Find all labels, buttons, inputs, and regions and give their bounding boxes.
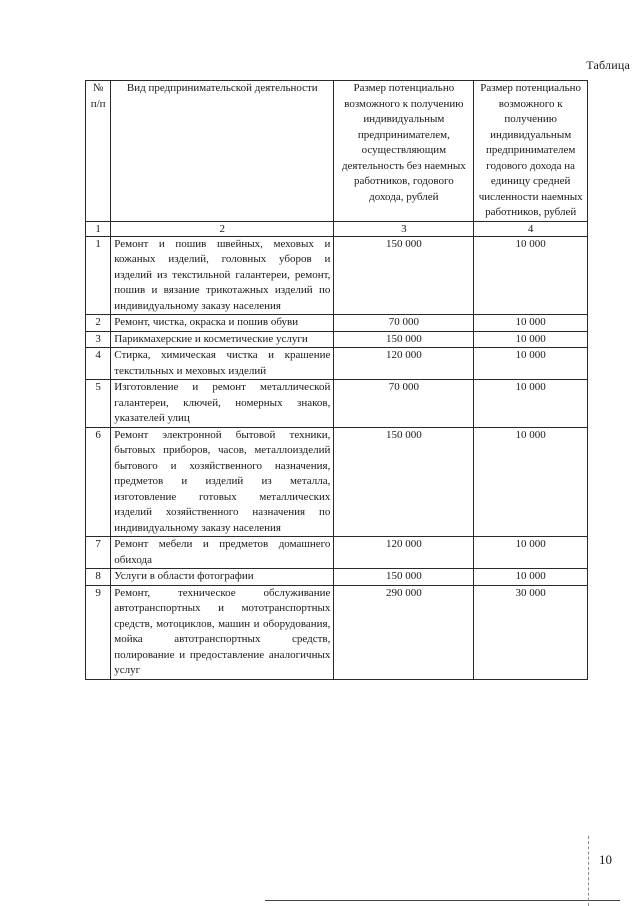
- income-table: [85, 80, 588, 680]
- row-value-col3: 150 000: [334, 236, 474, 315]
- index-cell: 4: [474, 221, 588, 236]
- row-value-col3: 70 000: [334, 380, 474, 428]
- header-num: № п/п: [86, 81, 111, 222]
- header-activity: Вид предпринимательской деятельности: [111, 81, 334, 222]
- row-num: 5: [86, 380, 111, 428]
- row-activity: Изготовление и ремонт металлической галантереи, ключей, номерных знаков, указателей улиц: [111, 380, 334, 428]
- row-activity: Ремонт мебели и предметов домашнего обихода: [111, 537, 334, 569]
- row-value-col4: 10 000: [474, 236, 588, 315]
- table-row: [86, 331, 588, 348]
- row-num: 1: [86, 236, 111, 315]
- bottom-rule: [265, 900, 620, 901]
- row-value-col3: 150 000: [334, 331, 474, 348]
- index-cell: 3: [334, 221, 474, 236]
- row-value-col3: 290 000: [334, 585, 474, 679]
- header-col4: Размер потенциально возможного к получению индивидуальным предпринимателем годового дохода на единицу средней численности наемных работников, рублей: [474, 81, 588, 222]
- table-row: [86, 348, 588, 380]
- index-row: [86, 221, 588, 236]
- table-caption: Таблица: [586, 58, 630, 72]
- row-value-col3: 150 000: [334, 569, 474, 586]
- row-num: 3: [86, 331, 111, 348]
- margin-dash-line: [588, 836, 589, 906]
- row-activity: Услуги в области фотографии: [111, 569, 334, 586]
- table-row: [86, 427, 588, 537]
- row-activity: Стирка, химическая чистка и крашение текстильных и меховых изделий: [111, 348, 334, 380]
- row-num: 7: [86, 537, 111, 569]
- table-row: [86, 537, 588, 569]
- row-value-col3: 120 000: [334, 348, 474, 380]
- row-num: 4: [86, 348, 111, 380]
- table-row: [86, 315, 588, 332]
- row-value-col4: 10 000: [474, 315, 588, 332]
- row-activity: Ремонт электронной бытовой техники, бытовых приборов, часов, металлоизделий бытового и хозяйственного назначения, предметов и изделий из металла, изготовление готовых металлических изделий хозяйственного назначения по индивидуальному заказу населения: [111, 427, 334, 537]
- row-value-col4: 10 000: [474, 348, 588, 380]
- header-col3: Размер потенциально возможного к получению индивидуальным предпринимателем, осуществляющим деятельность без наемных работников, годового дохода, рублей: [334, 81, 474, 222]
- row-activity: Ремонт и пошив швейных, меховых и кожаных изделий, головных уборов и изделий из текстильной галантереи, ремонт, пошив и вязание трикотажных изделий по индивидуальному заказу населения: [111, 236, 334, 315]
- row-value-col4: 10 000: [474, 537, 588, 569]
- row-activity: Ремонт, техническое обслуживание автотранспортных и мототранспортных средств, мотоциклов, машин и оборудования, мойка автотранспортных средств, полирование и предоставление аналогичных услуг: [111, 585, 334, 679]
- row-value-col4: 10 000: [474, 331, 588, 348]
- row-value-col4: 10 000: [474, 569, 588, 586]
- row-value-col3: 70 000: [334, 315, 474, 332]
- row-num: 9: [86, 585, 111, 679]
- row-value-col4: 10 000: [474, 427, 588, 537]
- row-activity: Парикмахерские и косметические услуги: [111, 331, 334, 348]
- row-num: 6: [86, 427, 111, 537]
- row-activity: Ремонт, чистка, окраска и пошив обуви: [111, 315, 334, 332]
- table-row: [86, 236, 588, 315]
- header-row: [86, 81, 588, 222]
- row-num: 8: [86, 569, 111, 586]
- row-value-col3: 150 000: [334, 427, 474, 537]
- row-value-col4: 10 000: [474, 380, 588, 428]
- index-cell: 1: [86, 221, 111, 236]
- row-value-col3: 120 000: [334, 537, 474, 569]
- index-cell: 2: [111, 221, 334, 236]
- table-row: [86, 569, 588, 586]
- table-row: [86, 380, 588, 428]
- row-num: 2: [86, 315, 111, 332]
- page-number: 10: [599, 852, 612, 867]
- row-value-col4: 30 000: [474, 585, 588, 679]
- table-row: [86, 585, 588, 679]
